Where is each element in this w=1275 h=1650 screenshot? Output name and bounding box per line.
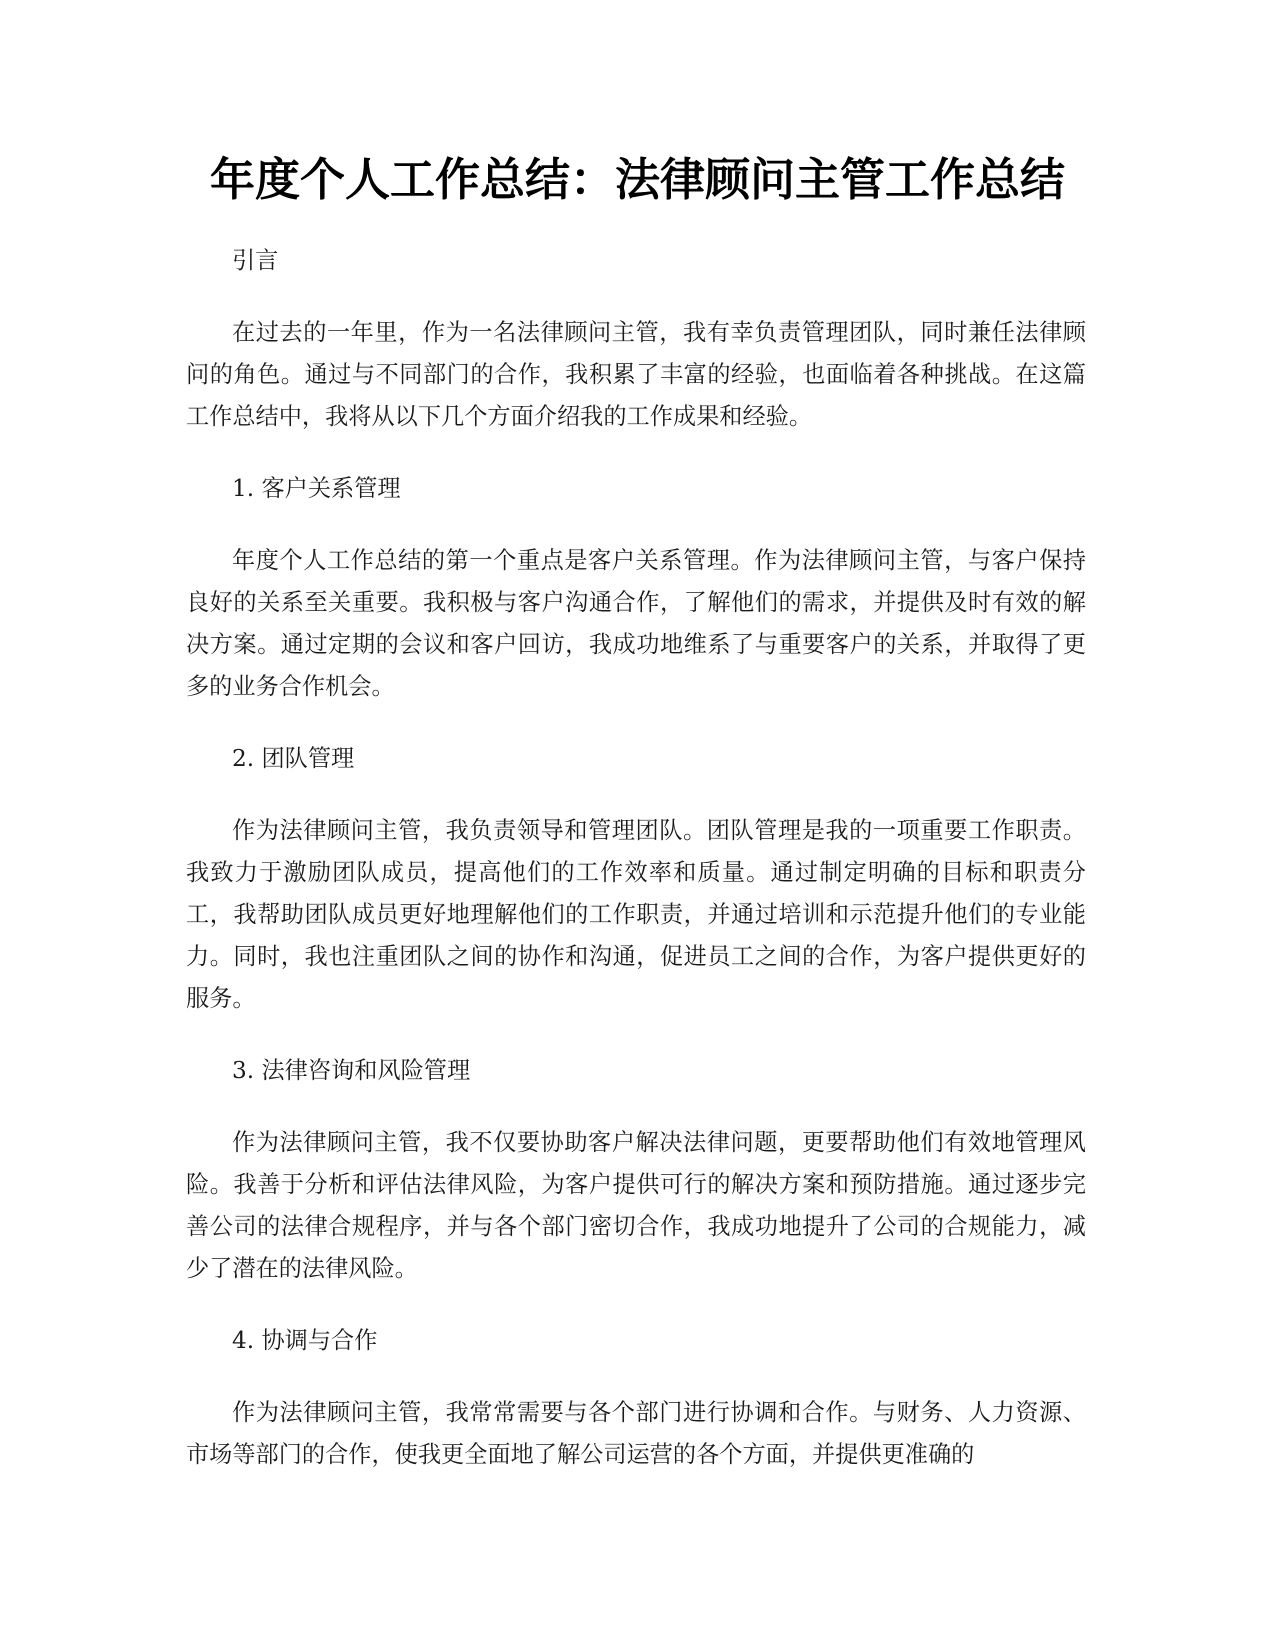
section-heading-legal-risk: 3. 法律咨询和风险管理 xyxy=(232,1057,471,1084)
section-heading-team-management: 2. 团队管理 xyxy=(232,745,355,772)
section-heading-coordination: 4. 协调与合作 xyxy=(232,1327,378,1354)
section-paragraph-team-management: 作为法律顾问主管，我负责领导和管理团队。团队管理是我的一项重要工作职责。我致力于激励团队成员，提高他们的工作效率和质量。通过制定明确的目标和职责分工，我帮助团队成员更好地理解他们的工作职责，并通过培训和示范提升他们的专业能力。同时，我也注重团队之间的协作和沟通，促进员工之间的合作，为客户提供更好的服务。 xyxy=(186,817,1086,1012)
section-paragraph-legal-risk: 作为法律顾问主管，我不仅要协助客户解决法律问题，更要帮助他们有效地管理风险。我善于分析和评估法律风险，为客户提供可行的解决方案和预防措施。通过逐步完善公司的法律合规程序，并与各个部门密切合作，我成功地提升了公司的合规能力，减少了潜在的法律风险。 xyxy=(186,1129,1086,1282)
section-paragraph-client-relations: 年度个人工作总结的第一个重点是客户关系管理。作为法律顾问主管，与客户保持良好的关系至关重要。我积极与客户沟通合作，了解他们的需求，并提供及时有效的解决方案。通过定期的会议和客户回访，我成功地维系了与重要客户的关系，并取得了更多的业务合作机会。 xyxy=(186,547,1086,700)
document-title: 年度个人工作总结：法律顾问主管工作总结 xyxy=(209,153,1065,206)
document-body xyxy=(186,240,1086,1506)
section-heading-client-relations: 1. 客户关系管理 xyxy=(232,475,401,502)
section-paragraph-coordination: 作为法律顾问主管，我常常需要与各个部门进行协调和合作。与财务、人力资源、市场等部门的合作，使我更全面地了解公司运营的各个方面，并提供更准确的 xyxy=(186,1399,1086,1468)
intro-heading: 引言 xyxy=(232,247,279,274)
intro-paragraph: 在过去的一年里，作为一名法律顾问主管，我有幸负责管理团队，同时兼任法律顾问的角色。通过与不同部门的合作，我积累了丰富的经验，也面临着各种挑战。在这篇工作总结中，我将从以下几个方面介绍我的工作成果和经验。 xyxy=(186,319,1086,430)
